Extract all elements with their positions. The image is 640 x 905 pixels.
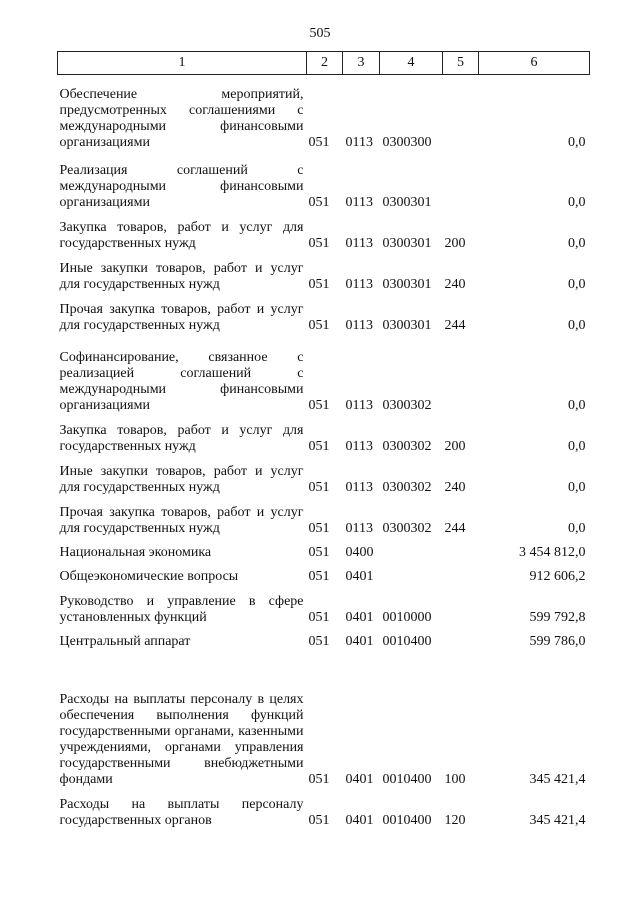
row-code-5 <box>443 75 479 155</box>
row-code-2: 051 <box>308 520 330 536</box>
page-number: 505 <box>309 26 331 41</box>
row-name: Прочая закупка товаров, работ и услуг для государственных нужд <box>59 301 304 333</box>
row-code-3: 0401 <box>345 568 374 584</box>
row-code-2: 051 <box>308 544 330 560</box>
row-code-4: 0300301 <box>382 317 432 333</box>
row-amount: 345 421,4 <box>529 771 586 787</box>
row-code-5: 100 <box>444 771 466 787</box>
row-amount: 3 454 812,0 <box>519 544 586 560</box>
header-col-2: 2 <box>307 52 343 75</box>
header-col-6: 6 <box>479 52 590 75</box>
row-name: Центральный аппарат <box>59 633 191 649</box>
row-name: Закупка товаров, работ и услуг для государственных нужд <box>59 422 304 454</box>
row-code-2: 051 <box>308 397 330 413</box>
row-code-5: 244 <box>444 317 466 333</box>
row-code-4: 0010400 <box>382 633 432 649</box>
row-amount: 0,0 <box>568 235 586 251</box>
row-code-3: 0113 <box>345 235 373 251</box>
row-code-3: 0113 <box>345 520 373 536</box>
table-row <box>58 459 590 500</box>
row-code-4: 0010400 <box>382 771 432 787</box>
row-code-2: 051 <box>308 194 330 210</box>
row-code-4: 0300302 <box>382 520 432 536</box>
row-code-4: 0300300 <box>382 134 432 150</box>
row-name: Иные закупки товаров, работ и услуг для государственных нужд <box>59 463 304 495</box>
row-code-2: 051 <box>308 479 330 495</box>
row-code-3: 0113 <box>345 276 373 292</box>
row-code-4: 0300302 <box>382 438 432 454</box>
table-row <box>58 792 590 833</box>
table-row <box>58 418 590 459</box>
row-code-4: 0300301 <box>382 194 432 210</box>
row-code-4 <box>380 565 443 589</box>
budget-table <box>57 51 590 833</box>
header-col-3: 3 <box>343 52 380 75</box>
header-col-4: 4 <box>380 52 443 75</box>
row-code-3: 0113 <box>345 438 373 454</box>
row-amount: 0,0 <box>568 134 586 150</box>
row-code-3: 0113 <box>345 134 373 150</box>
row-code-5 <box>443 630 479 654</box>
table-row <box>58 589 590 630</box>
table-header <box>58 52 590 75</box>
row-amount: 0,0 <box>568 397 586 413</box>
row-code-2: 051 <box>308 568 330 584</box>
row-amount: 345 421,4 <box>529 812 586 828</box>
table-row <box>58 155 590 215</box>
row-code-3: 0401 <box>345 633 374 649</box>
row-code-4: 0300301 <box>382 276 432 292</box>
row-code-3: 0113 <box>345 479 373 495</box>
row-code-2: 051 <box>308 317 330 333</box>
row-code-3: 0113 <box>345 317 373 333</box>
row-code-3: 0400 <box>345 544 374 560</box>
row-name: Иные закупки товаров, работ и услуг для государственных нужд <box>59 260 304 292</box>
table-row <box>58 541 590 565</box>
row-code-5 <box>443 589 479 630</box>
row-code-3: 0113 <box>345 194 373 210</box>
row-code-5: 200 <box>444 235 466 251</box>
header-row <box>58 52 590 75</box>
table-body <box>58 75 590 833</box>
row-code-5: 240 <box>444 276 466 292</box>
row-code-5: 244 <box>444 520 466 536</box>
row-code-3: 0113 <box>345 397 373 413</box>
row-code-5 <box>443 155 479 215</box>
row-code-5 <box>443 565 479 589</box>
row-amount: 912 606,2 <box>529 568 586 584</box>
row-code-2: 051 <box>308 276 330 292</box>
row-name: Прочая закупка товаров, работ и услуг для государственных нужд <box>59 504 304 536</box>
table-row <box>58 297 590 338</box>
row-amount: 0,0 <box>568 276 586 292</box>
header-col-5: 5 <box>443 52 479 75</box>
row-code-5 <box>443 541 479 565</box>
row-amount: 599 786,0 <box>529 633 586 649</box>
header-col-1: 1 <box>58 52 307 75</box>
row-code-5: 200 <box>444 438 466 454</box>
row-amount: 0,0 <box>568 479 586 495</box>
table-row <box>58 215 590 256</box>
row-code-2: 051 <box>308 633 330 649</box>
table-row <box>58 565 590 589</box>
table-row <box>58 630 590 654</box>
row-name: Обеспечение мероприятий, предусмотренных соглашениями с международными финансовыми организациями <box>59 86 304 150</box>
row-code-5 <box>443 338 479 418</box>
row-code-4 <box>380 541 443 565</box>
row-code-2: 051 <box>308 438 330 454</box>
row-code-3: 0401 <box>345 771 374 787</box>
table-row <box>58 654 590 792</box>
row-amount: 0,0 <box>568 317 586 333</box>
table-row <box>58 256 590 297</box>
row-name: Национальная экономика <box>59 544 212 560</box>
table-row <box>58 500 590 541</box>
row-code-2: 051 <box>308 609 330 625</box>
row-amount: 0,0 <box>568 194 586 210</box>
row-code-3: 0401 <box>345 812 374 828</box>
row-name: Софинансирование, связанное с реализацией соглашений с международными финансовыми организациями <box>59 349 304 413</box>
row-amount: 0,0 <box>568 438 586 454</box>
row-code-4: 0300302 <box>382 397 432 413</box>
row-code-4: 0300301 <box>382 235 432 251</box>
row-code-4: 0010400 <box>382 812 432 828</box>
row-code-4: 0300302 <box>382 479 432 495</box>
row-amount: 599 792,8 <box>529 609 586 625</box>
row-code-5: 240 <box>444 479 466 495</box>
row-code-2: 051 <box>308 235 330 251</box>
row-code-5: 120 <box>444 812 466 828</box>
row-code-2: 051 <box>308 812 330 828</box>
row-amount: 0,0 <box>568 520 586 536</box>
row-code-4: 0010000 <box>382 609 432 625</box>
row-name: Закупка товаров, работ и услуг для государственных нужд <box>59 219 304 251</box>
row-code-2: 051 <box>308 771 330 787</box>
row-name: Общеэкономические вопросы <box>59 568 239 584</box>
row-name: Руководство и управление в сфере установленных функций <box>59 593 304 625</box>
row-name: Расходы на выплаты персоналу в целях обеспечения выполнения функций государственными органами, казенными учреждениями, органами управления государственными внебюджетными фондами <box>59 691 304 787</box>
row-code-2: 051 <box>308 134 330 150</box>
table-row <box>58 338 590 418</box>
row-name: Расходы на выплаты персоналу государственных органов <box>59 796 304 828</box>
table-row <box>58 75 590 155</box>
row-code-3: 0401 <box>345 609 374 625</box>
row-name: Реализация соглашений с международными финансовыми организациями <box>59 162 304 210</box>
